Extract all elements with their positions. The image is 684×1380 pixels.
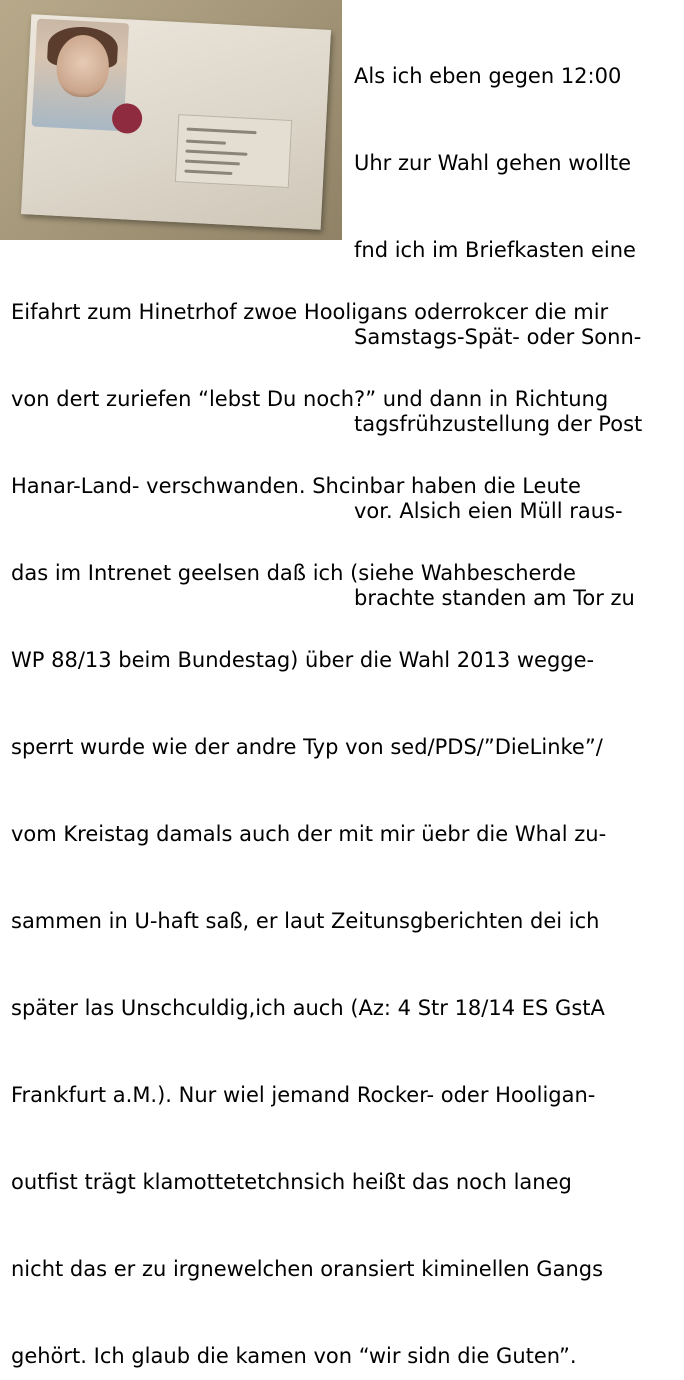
envelope-badge	[111, 103, 143, 135]
address-line	[185, 160, 240, 166]
text-line: das im Intrenet geelsen daß ich (siehe Wahbescherde	[11, 561, 576, 585]
text-line: Hanar-Land- verschwanden. Shcinbar haben die Leute	[11, 474, 581, 498]
address-line	[185, 150, 247, 156]
envelope-address-window	[175, 114, 292, 188]
text-line: outfist trägt klamottetetchnsich heißt das noch laneg	[11, 1170, 572, 1194]
text-line: später las Unschculdig,ich auch (Az: 4 Str 18/14 ES GstA	[11, 996, 605, 1020]
text-line: nicht das er zu irgnewelchen oransiert kiminellen Gangs	[11, 1257, 604, 1281]
text-line: gehört. Ich glaub die kamen von “wir sidn die Guten”.	[11, 1344, 577, 1368]
text-line: vor. Alsich eien Müll raus-	[354, 499, 623, 523]
text-line: tagsfrühzustellung der Post	[354, 412, 643, 436]
address-line	[186, 140, 226, 145]
full-width-text	[11, 240, 608, 1380]
envelope-photo	[0, 0, 342, 240]
address-line	[187, 128, 257, 135]
text-line: fnd ich im Briefkasten eine	[354, 238, 636, 262]
text-line: brachte standen am Tor zu	[354, 586, 635, 610]
text-line: Als ich eben gegen 12:00	[354, 64, 622, 88]
text-line: sammen in U-haft saß, er laut Zeitunsgberichten dei ich	[11, 909, 600, 933]
text-line: von dert zuriefen “lebst Du noch?” und dann in Richtung	[11, 387, 609, 411]
text-line: Eifahrt zum Hinetrhof zwoe Hooligans oderrokcer die mir	[11, 300, 609, 324]
text-line: sperrt wurde wie der andre Typ von sed/PDS/”DieLinke”/	[11, 735, 603, 759]
address-line	[184, 170, 232, 176]
text-line: WP 88/13 beim Bundestag) über die Wahl 2013 wegge-	[11, 648, 595, 672]
text-line: vom Kreistag damals auch der mit mir üebr die Whal zu-	[11, 822, 607, 846]
text-line: Samstags-Spät- oder Sonn-	[354, 325, 642, 349]
text-line: Uhr zur Wahl gehen wollte	[354, 151, 632, 175]
envelope	[21, 14, 331, 229]
text-line: Frankfurt a.M.). Nur wiel jemand Rocker- oder Hooligan-	[11, 1083, 596, 1107]
